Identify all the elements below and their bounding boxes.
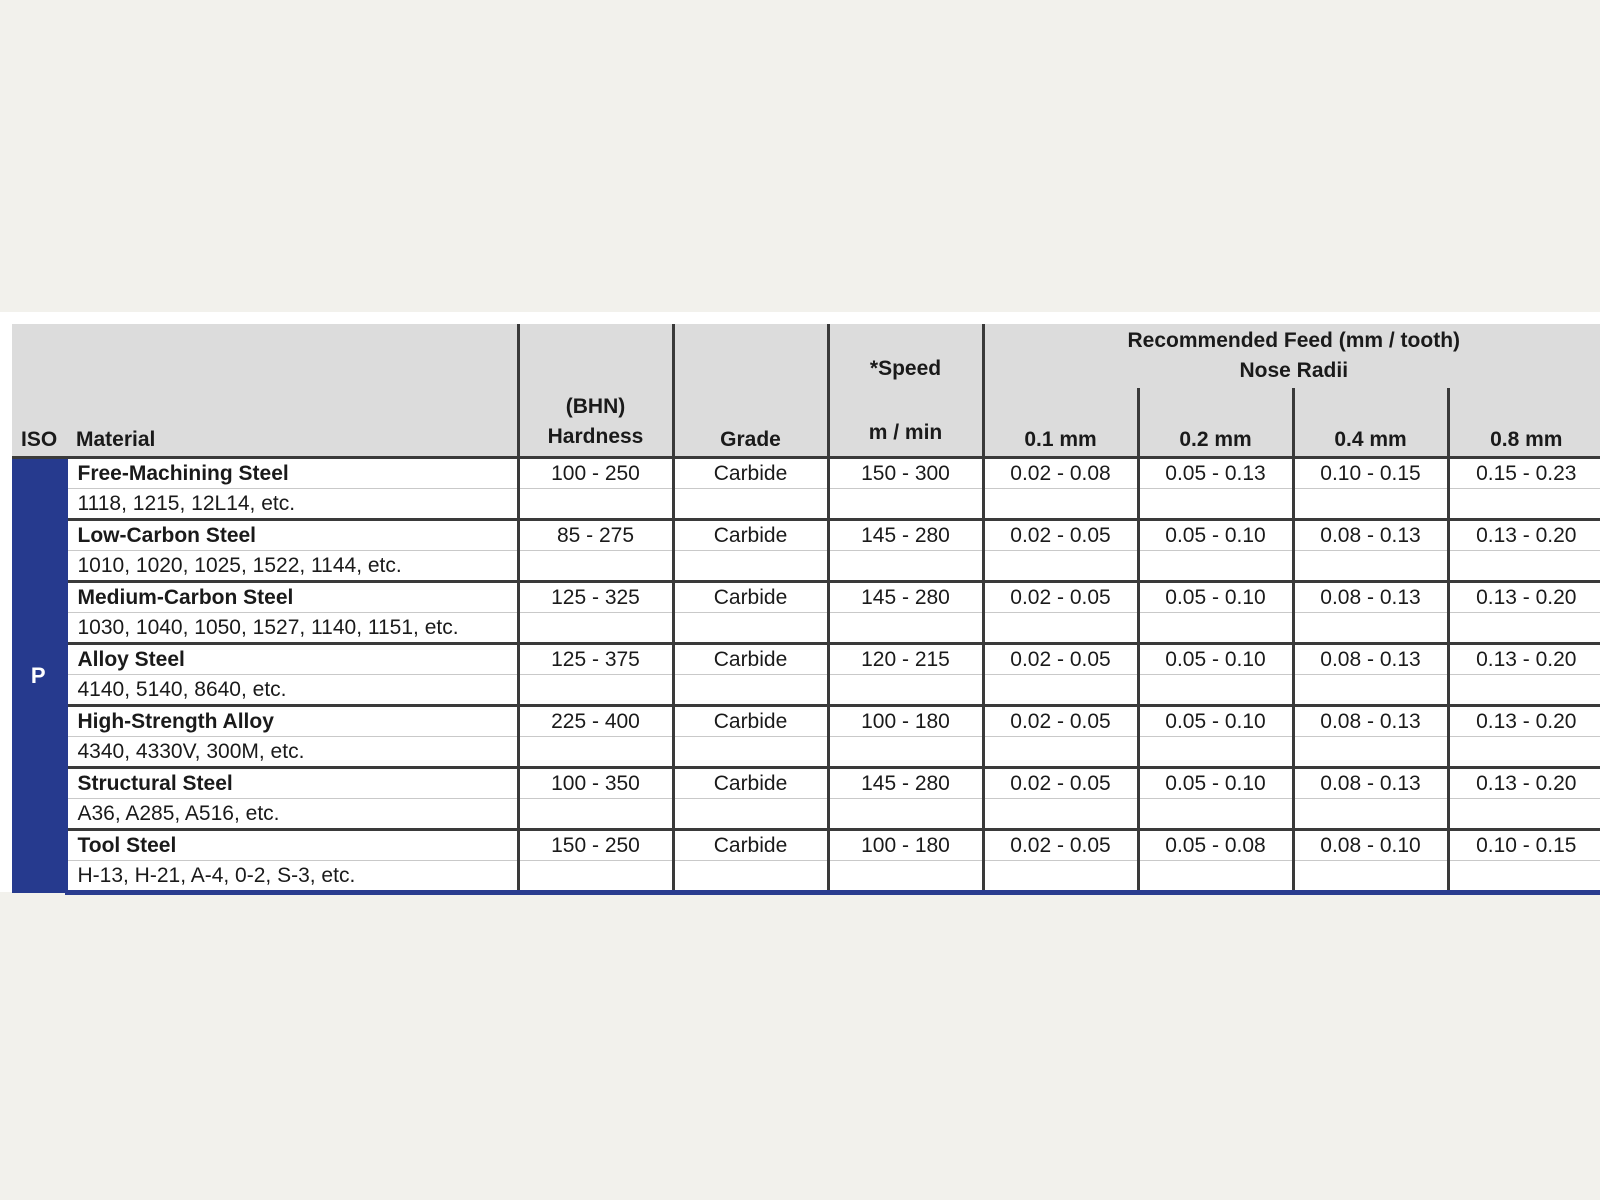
feed-value: 0.02 - 0.08 [983, 458, 1138, 489]
empty-cell [983, 799, 1138, 830]
feed-value: 0.08 - 0.13 [1293, 768, 1448, 799]
hardness-value: 150 - 250 [518, 830, 673, 861]
empty-cell [673, 551, 828, 582]
feed-header-line2: Nose Radii [1239, 359, 1349, 382]
radius-header-1: 0.2 mm [1138, 388, 1293, 458]
feed-value: 0.08 - 0.13 [1293, 582, 1448, 613]
material-examples: 4340, 4330V, 300M, etc. [66, 737, 518, 768]
material-name: Tool Steel [66, 830, 518, 861]
hardness-value: 100 - 250 [518, 458, 673, 489]
grade-value: Carbide [673, 520, 828, 551]
grade-value: Carbide [673, 706, 828, 737]
table-row [12, 768, 1600, 799]
table-body [12, 458, 1600, 893]
speed-value: 100 - 180 [828, 706, 983, 737]
table-row-examples [12, 551, 1600, 582]
empty-cell [1293, 861, 1448, 893]
empty-cell [1293, 737, 1448, 768]
feed-value: 0.02 - 0.05 [983, 582, 1138, 613]
iso-header: ISO [12, 324, 66, 458]
material-name: Medium-Carbon Steel [66, 582, 518, 613]
empty-cell [518, 551, 673, 582]
empty-cell [828, 675, 983, 706]
speed-header-line2: m / min [868, 421, 943, 444]
speed-value: 145 - 280 [828, 582, 983, 613]
feed-value: 0.05 - 0.10 [1138, 768, 1293, 799]
empty-cell [1448, 551, 1600, 582]
material-name: High-Strength Alloy [66, 706, 518, 737]
table-row [12, 644, 1600, 675]
grade-value: Carbide [673, 768, 828, 799]
empty-cell [828, 489, 983, 520]
feed-value: 0.08 - 0.13 [1293, 706, 1448, 737]
empty-cell [1138, 737, 1293, 768]
feed-value: 0.13 - 0.20 [1448, 582, 1600, 613]
empty-cell [983, 675, 1138, 706]
empty-cell [1448, 613, 1600, 644]
feed-value: 0.05 - 0.10 [1138, 582, 1293, 613]
grade-value: Carbide [673, 582, 828, 613]
table-row [12, 706, 1600, 737]
speed-value: 150 - 300 [828, 458, 983, 489]
hardness-value: 225 - 400 [518, 706, 673, 737]
empty-cell [518, 675, 673, 706]
empty-cell [828, 861, 983, 893]
speed-value: 120 - 215 [828, 644, 983, 675]
hardness-value: 100 - 350 [518, 768, 673, 799]
empty-cell [1138, 551, 1293, 582]
feed-value: 0.02 - 0.05 [983, 768, 1138, 799]
empty-cell [828, 613, 983, 644]
hardness-value: 125 - 375 [518, 644, 673, 675]
empty-cell [828, 799, 983, 830]
empty-cell [673, 675, 828, 706]
grade-value: Carbide [673, 830, 828, 861]
empty-cell [673, 799, 828, 830]
feed-value: 0.05 - 0.10 [1138, 644, 1293, 675]
feed-value: 0.02 - 0.05 [983, 830, 1138, 861]
material-examples: 1118, 1215, 12L14, etc. [66, 489, 518, 520]
empty-cell [983, 489, 1138, 520]
empty-cell [828, 737, 983, 768]
empty-cell [673, 489, 828, 520]
table-row-examples [12, 861, 1600, 893]
table-row [12, 458, 1600, 489]
empty-cell [1138, 489, 1293, 520]
material-name: Free-Machining Steel [66, 458, 518, 489]
empty-cell [1293, 799, 1448, 830]
speed-value: 145 - 280 [828, 520, 983, 551]
table-row-examples [12, 613, 1600, 644]
material-examples: 4140, 5140, 8640, etc. [66, 675, 518, 706]
material-examples: H-13, H-21, A-4, 0-2, S-3, etc. [66, 861, 518, 893]
feed-value: 0.10 - 0.15 [1293, 458, 1448, 489]
empty-cell [1448, 861, 1600, 893]
material-name: Low-Carbon Steel [66, 520, 518, 551]
table-row-examples [12, 737, 1600, 768]
feed-value: 0.08 - 0.10 [1293, 830, 1448, 861]
grade-value: Carbide [673, 458, 828, 489]
hardness-header-line1: (BHN) [565, 395, 626, 418]
feed-value: 0.05 - 0.13 [1138, 458, 1293, 489]
empty-cell [828, 551, 983, 582]
speed-header-line1: *Speed [869, 357, 942, 380]
feed-value: 0.13 - 0.20 [1448, 768, 1600, 799]
feed-value: 0.02 - 0.05 [983, 520, 1138, 551]
radius-header-2: 0.4 mm [1293, 388, 1448, 458]
empty-cell [1138, 799, 1293, 830]
cutting-data-table [12, 324, 1600, 895]
empty-cell [1293, 613, 1448, 644]
empty-cell [518, 737, 673, 768]
material-examples: A36, A285, A516, etc. [66, 799, 518, 830]
empty-cell [673, 737, 828, 768]
empty-cell [983, 613, 1138, 644]
empty-cell [673, 613, 828, 644]
hardness-value: 125 - 325 [518, 582, 673, 613]
feed-value: 0.08 - 0.13 [1293, 520, 1448, 551]
table-row-examples [12, 489, 1600, 520]
speed-header [828, 324, 983, 458]
feed-value: 0.02 - 0.05 [983, 706, 1138, 737]
empty-cell [673, 861, 828, 893]
feed-value: 0.05 - 0.10 [1138, 706, 1293, 737]
feed-value: 0.08 - 0.13 [1293, 644, 1448, 675]
header-row-top [12, 324, 1600, 388]
empty-cell [1448, 675, 1600, 706]
empty-cell [1138, 861, 1293, 893]
empty-cell [1293, 675, 1448, 706]
feed-header-line1: Recommended Feed (mm / tooth) [1127, 329, 1461, 352]
grade-header: Grade [673, 324, 828, 458]
empty-cell [1448, 489, 1600, 520]
empty-cell [1293, 551, 1448, 582]
material-header: Material [66, 324, 518, 458]
hardness-header [518, 324, 673, 458]
empty-cell [983, 551, 1138, 582]
table-row [12, 520, 1600, 551]
feed-value: 0.02 - 0.05 [983, 644, 1138, 675]
material-examples: 1030, 1040, 1050, 1527, 1140, 1151, etc. [66, 613, 518, 644]
empty-cell [1448, 737, 1600, 768]
feed-value: 0.13 - 0.20 [1448, 706, 1600, 737]
material-name: Alloy Steel [66, 644, 518, 675]
empty-cell [518, 489, 673, 520]
hardness-header-line2: Hardness [547, 425, 644, 448]
radius-header-0: 0.1 mm [983, 388, 1138, 458]
empty-cell [983, 737, 1138, 768]
empty-cell [518, 861, 673, 893]
empty-cell [983, 861, 1138, 893]
material-name: Structural Steel [66, 768, 518, 799]
empty-cell [1293, 489, 1448, 520]
hardness-value: 85 - 275 [518, 520, 673, 551]
iso-group-cell: P [12, 458, 66, 893]
empty-cell [518, 613, 673, 644]
feed-value: 0.10 - 0.15 [1448, 830, 1600, 861]
empty-cell [1448, 799, 1600, 830]
speed-value: 145 - 280 [828, 768, 983, 799]
feed-value: 0.05 - 0.10 [1138, 520, 1293, 551]
empty-cell [1138, 675, 1293, 706]
feed-value: 0.13 - 0.20 [1448, 644, 1600, 675]
table-row [12, 582, 1600, 613]
feed-value: 0.13 - 0.20 [1448, 520, 1600, 551]
table-row-examples [12, 675, 1600, 706]
empty-cell [518, 799, 673, 830]
radius-header-3: 0.8 mm [1448, 388, 1600, 458]
table-row-examples [12, 799, 1600, 830]
empty-cell [1138, 613, 1293, 644]
grade-value: Carbide [673, 644, 828, 675]
table-row [12, 830, 1600, 861]
feed-header [983, 324, 1600, 388]
material-examples: 1010, 1020, 1025, 1522, 1144, etc. [66, 551, 518, 582]
feed-value: 0.05 - 0.08 [1138, 830, 1293, 861]
speed-value: 100 - 180 [828, 830, 983, 861]
feed-value: 0.15 - 0.23 [1448, 458, 1600, 489]
